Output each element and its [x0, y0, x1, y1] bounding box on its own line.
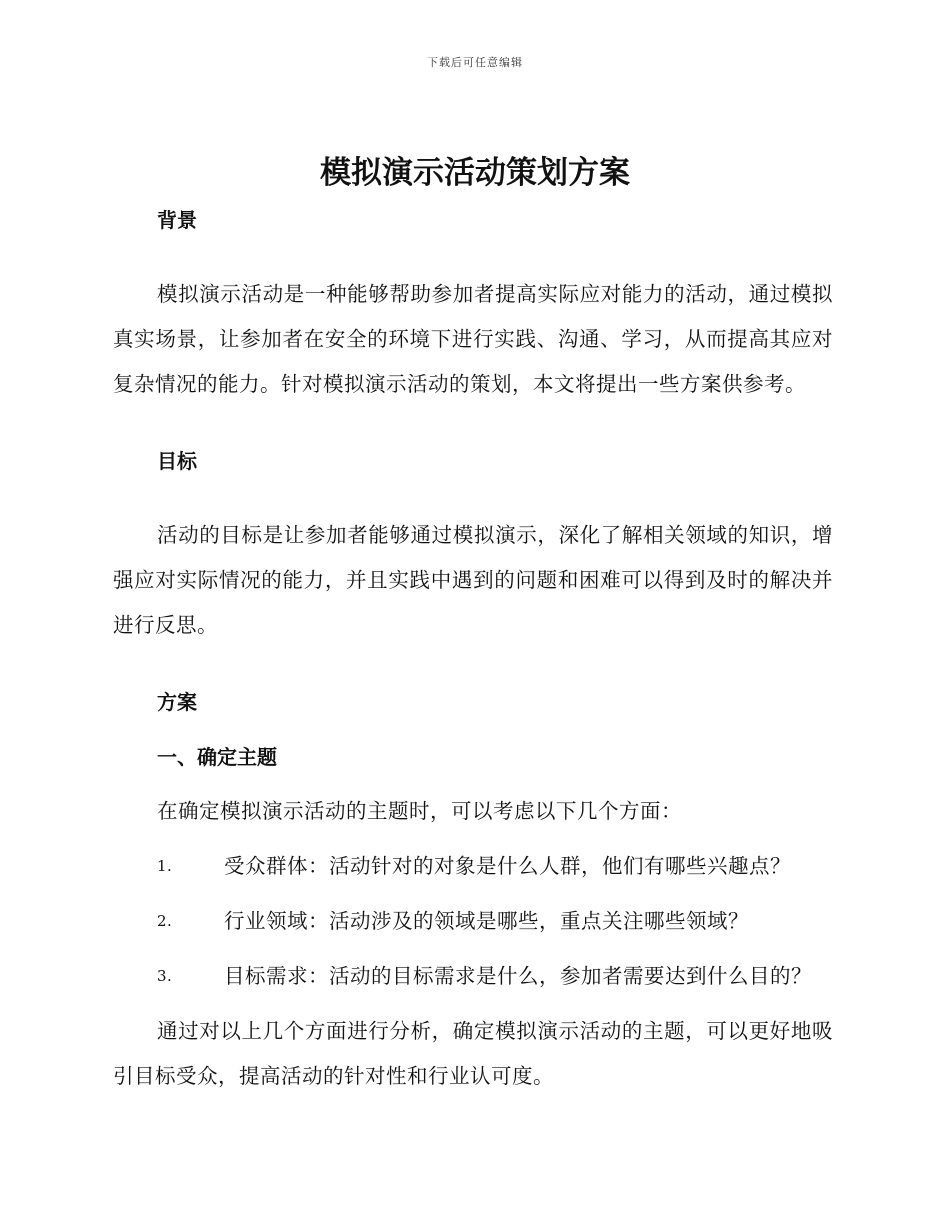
list-item-text: 行业领域：活动涉及的领域是哪些，重点关注哪些领域？	[224, 909, 749, 933]
section-heading-goal: 目标	[157, 449, 197, 473]
goal-paragraph: 活动的目标是让参加者能够通过模拟演示，深化了解相关领域的知识，增强应对实际情况的能力，并且实践中遇到的问题和困难可以得到及时的解决并进行反思。	[113, 523, 833, 637]
list-item-number: 1.	[157, 857, 173, 875]
list-item	[113, 844, 833, 889]
list-item-number: 2.	[157, 912, 173, 930]
section-heading-background: 背景	[157, 208, 197, 232]
document-title: 模拟演示活动策划方案	[320, 155, 630, 191]
page-header: 下载后可任意编辑	[427, 56, 523, 69]
list-item-text: 受众群体：活动针对的对象是什么人群，他们有哪些兴趣点？	[224, 854, 791, 878]
plan-intro: 在确定模拟演示活动的主题时，可以考虑以下几个方面：	[157, 799, 682, 823]
list-item-text: 目标需求：活动的目标需求是什么，参加者需要达到什么目的？	[224, 964, 812, 988]
list-item	[113, 954, 833, 999]
plan-conclusion: 通过对以上几个方面进行分析，确定模拟演示活动的主题，可以更好地吸引目标受众，提高活动的针对性和行业认可度。	[113, 1019, 833, 1088]
sub-heading-theme: 一、确定主题	[157, 745, 277, 769]
background-paragraph: 模拟演示活动是一种能够帮助参加者提高实际应对能力的活动，通过模拟真实场景，让参加者在安全的环境下进行实践、沟通、学习，从而提高其应对复杂情况的能力。针对模拟演示活动的策划，本文将提出一些方案供参考。	[113, 282, 833, 396]
list-item	[113, 899, 833, 944]
list-item-number: 3.	[157, 967, 173, 985]
document-body	[113, 200, 833, 1099]
section-heading-plan: 方案	[157, 690, 197, 714]
